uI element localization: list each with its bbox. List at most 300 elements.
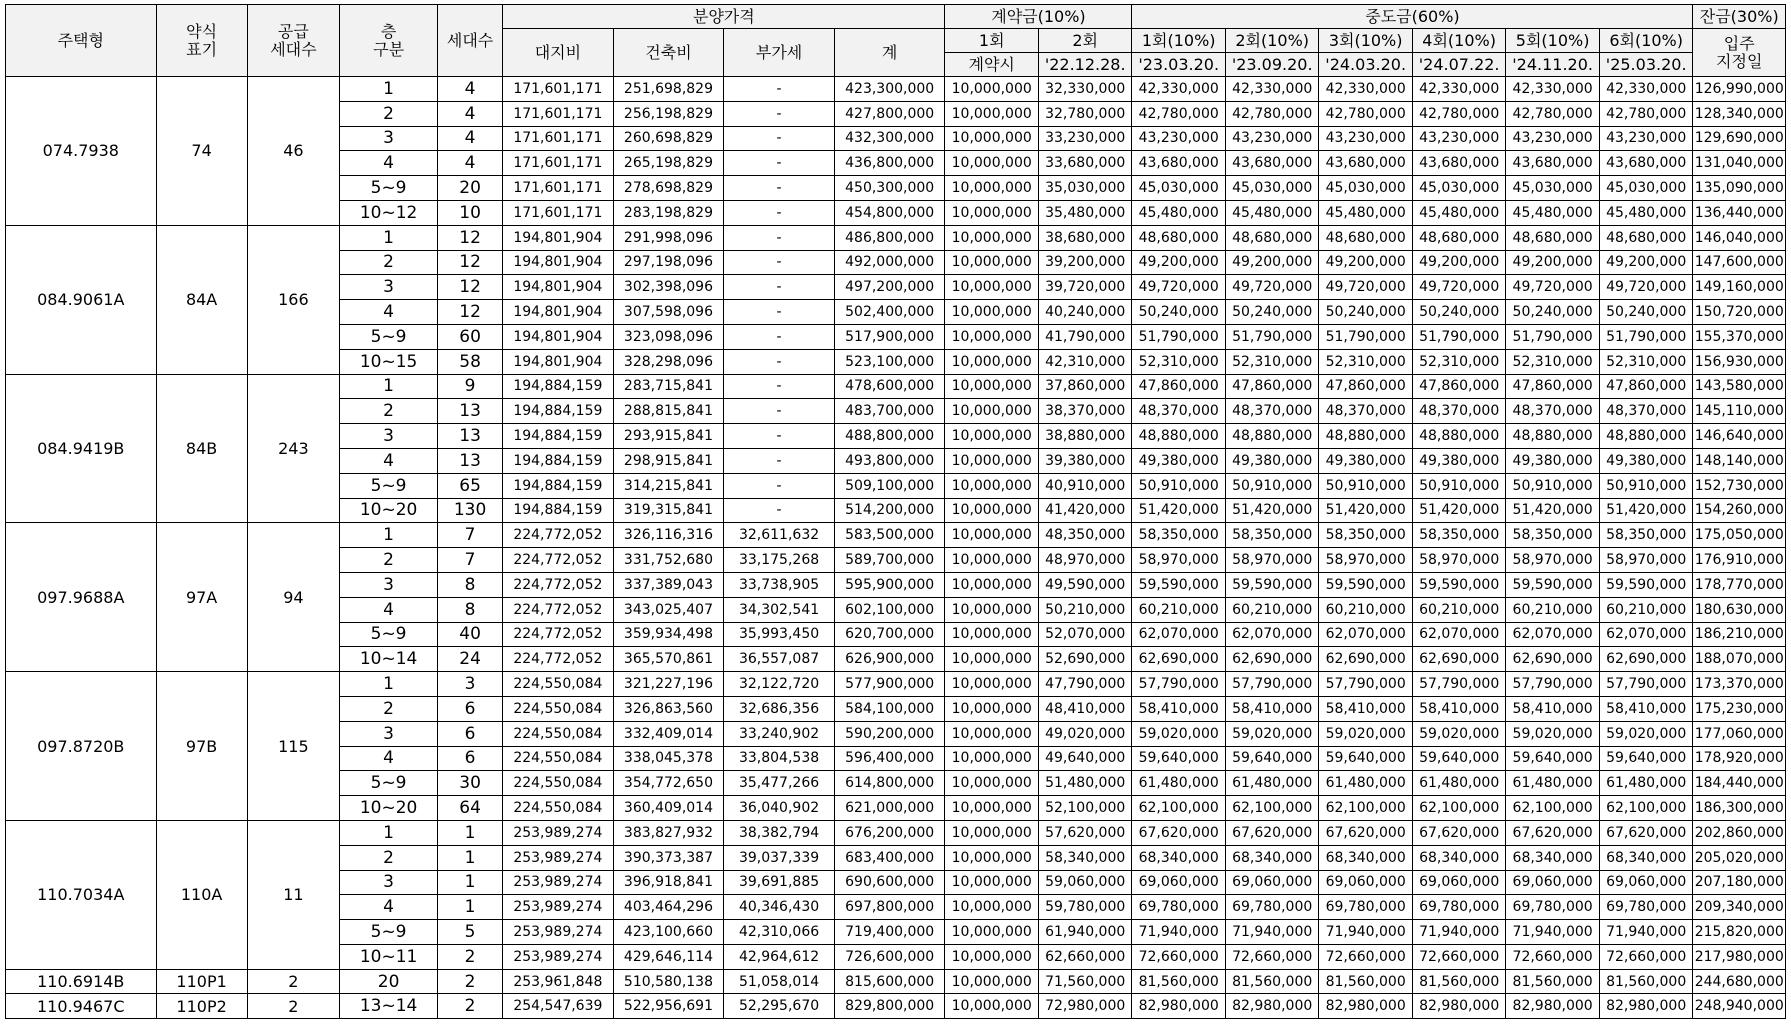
cell-interim-2: 69,060,000: [1225, 870, 1318, 895]
cell-households: 64: [438, 796, 503, 821]
cell-total: 602,100,000: [834, 597, 945, 622]
cell-deposit-2: 35,030,000: [1038, 176, 1132, 201]
cell-building: 365,570,861: [613, 647, 724, 672]
cell-households: 58: [438, 349, 503, 374]
cell-interim-2: 43,680,000: [1225, 151, 1318, 176]
cell-interim-4: 59,640,000: [1412, 746, 1505, 771]
cell-balance: 152,730,000: [1693, 473, 1786, 498]
cell-land: 224,772,052: [503, 523, 614, 548]
cell-interim-4: 67,620,000: [1412, 820, 1505, 845]
cell-interim-1: 62,100,000: [1132, 796, 1225, 821]
cell-interim-1: 48,880,000: [1132, 424, 1225, 449]
cell-deposit-1: 10,000,000: [945, 275, 1038, 300]
table-row: [6, 374, 1786, 399]
cell-interim-1: 59,020,000: [1132, 721, 1225, 746]
cell-building: 256,198,829: [613, 101, 724, 126]
cell-vat: -: [724, 176, 835, 201]
cell-land: 194,884,159: [503, 374, 614, 399]
cell-vat: 42,964,612: [724, 944, 835, 969]
cell-balance: 217,980,000: [1693, 944, 1786, 969]
table-header: [6, 5, 1786, 77]
header-interim-5-date: '24.11.20.: [1506, 53, 1599, 77]
cell-land: 253,989,274: [503, 820, 614, 845]
cell-total: 829,800,000: [834, 994, 945, 1019]
cell-floor: 2: [340, 101, 438, 126]
cell-interim-5: 60,210,000: [1506, 597, 1599, 622]
cell-interim-6: 49,380,000: [1599, 448, 1693, 473]
cell-interim-3: 69,060,000: [1319, 870, 1412, 895]
cell-floor: 3: [340, 870, 438, 895]
header-interim-2: 2회(10%): [1225, 29, 1318, 53]
cell-interim-3: 59,590,000: [1319, 572, 1412, 597]
cell-vat: 33,738,905: [724, 572, 835, 597]
cell-interim-6: 43,680,000: [1599, 151, 1693, 176]
cell-households: 1: [438, 820, 503, 845]
cell-land: 194,801,904: [503, 349, 614, 374]
cell-households: 12: [438, 225, 503, 250]
cell-total: 502,400,000: [834, 300, 945, 325]
cell-building: 360,409,014: [613, 796, 724, 821]
cell-interim-2: 42,780,000: [1225, 101, 1318, 126]
cell-total: 509,100,000: [834, 473, 945, 498]
cell-land: 194,884,159: [503, 448, 614, 473]
price-table: [5, 4, 1786, 1019]
cell-supply: 166: [247, 225, 339, 374]
cell-deposit-2: 41,420,000: [1038, 498, 1132, 523]
cell-interim-6: 58,970,000: [1599, 548, 1693, 573]
cell-interim-2: 69,780,000: [1225, 895, 1318, 920]
cell-balance: 178,920,000: [1693, 746, 1786, 771]
cell-interim-2: 48,370,000: [1225, 399, 1318, 424]
cell-balance: 136,440,000: [1693, 200, 1786, 225]
cell-interim-5: 59,020,000: [1506, 721, 1599, 746]
cell-interim-3: 57,790,000: [1319, 672, 1412, 697]
cell-interim-5: 50,910,000: [1506, 473, 1599, 498]
cell-land: 224,772,052: [503, 622, 614, 647]
cell-interim-5: 71,940,000: [1506, 920, 1599, 945]
cell-type: 097.9688A: [6, 523, 157, 672]
cell-balance: 146,040,000: [1693, 225, 1786, 250]
cell-deposit-1: 10,000,000: [945, 250, 1038, 275]
cell-interim-3: 43,230,000: [1319, 126, 1412, 151]
cell-total: 614,800,000: [834, 771, 945, 796]
cell-deposit-2: 59,060,000: [1038, 870, 1132, 895]
cell-interim-5: 62,100,000: [1506, 796, 1599, 821]
cell-deposit-1: 10,000,000: [945, 672, 1038, 697]
cell-interim-3: 72,660,000: [1319, 944, 1412, 969]
cell-households: 12: [438, 250, 503, 275]
cell-interim-6: 61,480,000: [1599, 771, 1693, 796]
cell-land: 224,772,052: [503, 572, 614, 597]
cell-interim-6: 50,240,000: [1599, 300, 1693, 325]
cell-building: 314,215,841: [613, 473, 724, 498]
cell-interim-2: 51,420,000: [1225, 498, 1318, 523]
cell-deposit-2: 47,790,000: [1038, 672, 1132, 697]
cell-deposit-1: 10,000,000: [945, 572, 1038, 597]
table-row: [6, 672, 1786, 697]
cell-vat: 36,040,902: [724, 796, 835, 821]
cell-balance: 154,260,000: [1693, 498, 1786, 523]
cell-land: 171,601,171: [503, 101, 614, 126]
cell-deposit-1: 10,000,000: [945, 920, 1038, 945]
cell-floor: 3: [340, 126, 438, 151]
cell-interim-4: 51,790,000: [1412, 324, 1505, 349]
cell-vat: 42,310,066: [724, 920, 835, 945]
cell-building: 522,956,691: [613, 994, 724, 1019]
header-interim-3-date: '24.03.20.: [1319, 53, 1412, 77]
cell-interim-2: 58,410,000: [1225, 696, 1318, 721]
cell-type: 110.6914B: [6, 969, 157, 994]
cell-interim-2: 62,690,000: [1225, 647, 1318, 672]
cell-building: 283,715,841: [613, 374, 724, 399]
cell-land: 224,550,084: [503, 771, 614, 796]
cell-deposit-2: 42,310,000: [1038, 349, 1132, 374]
cell-balance: 180,630,000: [1693, 597, 1786, 622]
cell-interim-5: 59,590,000: [1506, 572, 1599, 597]
cell-interim-6: 49,720,000: [1599, 275, 1693, 300]
header-interim-1-date: '23.03.20.: [1132, 53, 1225, 77]
cell-interim-2: 45,480,000: [1225, 200, 1318, 225]
cell-interim-5: 45,030,000: [1506, 176, 1599, 201]
cell-deposit-1: 10,000,000: [945, 870, 1038, 895]
cell-households: 1: [438, 895, 503, 920]
cell-total: 584,100,000: [834, 696, 945, 721]
cell-building: 326,863,560: [613, 696, 724, 721]
cell-interim-6: 42,330,000: [1599, 77, 1693, 102]
cell-supply: 115: [247, 672, 339, 821]
cell-type: 110.9467C: [6, 994, 157, 1019]
cell-interim-3: 62,690,000: [1319, 647, 1412, 672]
cell-deposit-1: 10,000,000: [945, 176, 1038, 201]
cell-interim-2: 49,380,000: [1225, 448, 1318, 473]
cell-deposit-1: 10,000,000: [945, 101, 1038, 126]
cell-interim-1: 49,200,000: [1132, 250, 1225, 275]
cell-floor: 13~14: [340, 994, 438, 1019]
cell-balance: 244,680,000: [1693, 969, 1786, 994]
cell-interim-5: 57,790,000: [1506, 672, 1599, 697]
cell-households: 2: [438, 994, 503, 1019]
cell-interim-4: 60,210,000: [1412, 597, 1505, 622]
cell-households: 4: [438, 77, 503, 102]
cell-interim-4: 61,480,000: [1412, 771, 1505, 796]
cell-land: 253,989,274: [503, 920, 614, 945]
header-interim-4: 4회(10%): [1412, 29, 1505, 53]
cell-deposit-2: 49,020,000: [1038, 721, 1132, 746]
cell-interim-4: 50,240,000: [1412, 300, 1505, 325]
cell-balance: 209,340,000: [1693, 895, 1786, 920]
cell-deposit-1: 10,000,000: [945, 473, 1038, 498]
cell-balance: 175,050,000: [1693, 523, 1786, 548]
cell-deposit-2: 58,340,000: [1038, 845, 1132, 870]
cell-households: 3: [438, 672, 503, 697]
cell-total: 626,900,000: [834, 647, 945, 672]
cell-land: 224,550,084: [503, 721, 614, 746]
cell-deposit-1: 10,000,000: [945, 696, 1038, 721]
cell-building: 298,915,841: [613, 448, 724, 473]
cell-land: 224,772,052: [503, 647, 614, 672]
cell-total: 719,400,000: [834, 920, 945, 945]
cell-building: 278,698,829: [613, 176, 724, 201]
cell-land: 254,547,639: [503, 994, 614, 1019]
cell-interim-3: 49,200,000: [1319, 250, 1412, 275]
cell-interim-2: 45,030,000: [1225, 176, 1318, 201]
cell-total: 589,700,000: [834, 548, 945, 573]
cell-deposit-2: 37,860,000: [1038, 374, 1132, 399]
cell-type: 110.7034A: [6, 820, 157, 969]
cell-interim-2: 48,880,000: [1225, 424, 1318, 449]
cell-interim-3: 45,480,000: [1319, 200, 1412, 225]
cell-interim-5: 50,240,000: [1506, 300, 1599, 325]
cell-floor: 5~9: [340, 920, 438, 945]
cell-building: 321,227,196: [613, 672, 724, 697]
cell-balance: 205,020,000: [1693, 845, 1786, 870]
cell-supply: 2: [247, 969, 339, 994]
cell-vat: -: [724, 101, 835, 126]
cell-balance: 186,210,000: [1693, 622, 1786, 647]
cell-total: 697,800,000: [834, 895, 945, 920]
cell-building: 403,464,296: [613, 895, 724, 920]
cell-building: 396,918,841: [613, 870, 724, 895]
cell-interim-2: 49,720,000: [1225, 275, 1318, 300]
cell-interim-6: 68,340,000: [1599, 845, 1693, 870]
cell-interim-4: 43,680,000: [1412, 151, 1505, 176]
cell-balance: 150,720,000: [1693, 300, 1786, 325]
cell-floor: 2: [340, 548, 438, 573]
cell-floor: 4: [340, 746, 438, 771]
cell-interim-6: 52,310,000: [1599, 349, 1693, 374]
cell-deposit-1: 10,000,000: [945, 944, 1038, 969]
cell-supply: 94: [247, 523, 339, 672]
cell-deposit-2: 33,680,000: [1038, 151, 1132, 176]
cell-building: 319,315,841: [613, 498, 724, 523]
cell-interim-4: 62,100,000: [1412, 796, 1505, 821]
cell-interim-6: 48,880,000: [1599, 424, 1693, 449]
cell-interim-1: 62,690,000: [1132, 647, 1225, 672]
cell-deposit-1: 10,000,000: [945, 448, 1038, 473]
cell-interim-1: 81,560,000: [1132, 969, 1225, 994]
cell-deposit-1: 10,000,000: [945, 225, 1038, 250]
cell-interim-3: 48,880,000: [1319, 424, 1412, 449]
cell-interim-5: 52,310,000: [1506, 349, 1599, 374]
cell-interim-6: 67,620,000: [1599, 820, 1693, 845]
cell-interim-1: 42,330,000: [1132, 77, 1225, 102]
header-households: 세대수: [438, 5, 503, 77]
cell-building: 354,772,650: [613, 771, 724, 796]
cell-interim-4: 45,480,000: [1412, 200, 1505, 225]
cell-land: 224,550,084: [503, 696, 614, 721]
cell-households: 4: [438, 101, 503, 126]
cell-vat: -: [724, 275, 835, 300]
cell-building: 288,815,841: [613, 399, 724, 424]
cell-deposit-2: 59,780,000: [1038, 895, 1132, 920]
cell-vat: -: [724, 151, 835, 176]
cell-supply: 2: [247, 994, 339, 1019]
cell-interim-4: 71,940,000: [1412, 920, 1505, 945]
cell-interim-3: 71,940,000: [1319, 920, 1412, 945]
cell-interim-5: 69,060,000: [1506, 870, 1599, 895]
header-deposit-2: 2회: [1038, 29, 1132, 53]
cell-interim-3: 45,030,000: [1319, 176, 1412, 201]
cell-vat: 38,382,794: [724, 820, 835, 845]
cell-interim-2: 61,480,000: [1225, 771, 1318, 796]
cell-balance: 131,040,000: [1693, 151, 1786, 176]
cell-deposit-2: 48,970,000: [1038, 548, 1132, 573]
cell-land: 194,884,159: [503, 473, 614, 498]
cell-balance: 207,180,000: [1693, 870, 1786, 895]
cell-interim-6: 62,690,000: [1599, 647, 1693, 672]
cell-interim-1: 58,410,000: [1132, 696, 1225, 721]
cell-land: 194,884,159: [503, 498, 614, 523]
cell-interim-6: 48,370,000: [1599, 399, 1693, 424]
cell-deposit-2: 62,660,000: [1038, 944, 1132, 969]
cell-interim-6: 51,420,000: [1599, 498, 1693, 523]
cell-total: 436,800,000: [834, 151, 945, 176]
cell-balance: 202,860,000: [1693, 820, 1786, 845]
cell-building: 423,100,660: [613, 920, 724, 945]
cell-balance: 129,690,000: [1693, 126, 1786, 151]
cell-supply: 11: [247, 820, 339, 969]
table-row: [6, 77, 1786, 102]
cell-balance: 176,910,000: [1693, 548, 1786, 573]
cell-interim-1: 61,480,000: [1132, 771, 1225, 796]
cell-deposit-1: 10,000,000: [945, 151, 1038, 176]
cell-floor: 2: [340, 696, 438, 721]
cell-deposit-1: 10,000,000: [945, 721, 1038, 746]
cell-interim-2: 57,790,000: [1225, 672, 1318, 697]
cell-interim-1: 49,720,000: [1132, 275, 1225, 300]
cell-abbr: 84B: [156, 374, 247, 523]
cell-interim-3: 62,070,000: [1319, 622, 1412, 647]
cell-land: 224,550,084: [503, 796, 614, 821]
header-sale-price: 분양가격: [503, 5, 945, 29]
cell-vat: 35,993,450: [724, 622, 835, 647]
table-row: [6, 969, 1786, 994]
cell-interim-3: 61,480,000: [1319, 771, 1412, 796]
cell-vat: -: [724, 473, 835, 498]
header-land: 대지비: [503, 29, 614, 77]
cell-interim-1: 62,070,000: [1132, 622, 1225, 647]
cell-interim-3: 43,680,000: [1319, 151, 1412, 176]
cell-interim-2: 58,350,000: [1225, 523, 1318, 548]
cell-floor: 20: [340, 969, 438, 994]
header-deposit-2-date: '22.12.28.: [1038, 53, 1132, 77]
cell-interim-1: 67,620,000: [1132, 820, 1225, 845]
cell-interim-2: 71,940,000: [1225, 920, 1318, 945]
cell-deposit-1: 10,000,000: [945, 771, 1038, 796]
cell-deposit-1: 10,000,000: [945, 796, 1038, 821]
cell-land: 171,601,171: [503, 200, 614, 225]
cell-floor: 4: [340, 151, 438, 176]
cell-interim-1: 50,240,000: [1132, 300, 1225, 325]
cell-interim-4: 42,330,000: [1412, 77, 1505, 102]
cell-households: 5: [438, 920, 503, 945]
table-body: [6, 77, 1786, 1019]
cell-deposit-2: 40,910,000: [1038, 473, 1132, 498]
cell-households: 13: [438, 399, 503, 424]
cell-deposit-1: 10,000,000: [945, 200, 1038, 225]
cell-interim-6: 45,480,000: [1599, 200, 1693, 225]
cell-building: 307,598,096: [613, 300, 724, 325]
cell-deposit-1: 10,000,000: [945, 324, 1038, 349]
cell-interim-2: 50,910,000: [1225, 473, 1318, 498]
cell-total: 497,200,000: [834, 275, 945, 300]
cell-floor: 1: [340, 77, 438, 102]
cell-interim-2: 81,560,000: [1225, 969, 1318, 994]
cell-households: 60: [438, 324, 503, 349]
header-interim-6-date: '25.03.20.: [1599, 53, 1693, 77]
cell-balance: 178,770,000: [1693, 572, 1786, 597]
cell-interim-2: 51,790,000: [1225, 324, 1318, 349]
cell-vat: -: [724, 349, 835, 374]
cell-land: 253,989,274: [503, 895, 614, 920]
cell-balance: 149,160,000: [1693, 275, 1786, 300]
cell-interim-5: 62,690,000: [1506, 647, 1599, 672]
cell-households: 9: [438, 374, 503, 399]
cell-deposit-2: 38,680,000: [1038, 225, 1132, 250]
cell-interim-2: 58,970,000: [1225, 548, 1318, 573]
header-balance-sub: 입주 지정일: [1693, 29, 1786, 77]
cell-total: 488,800,000: [834, 424, 945, 449]
cell-total: 486,800,000: [834, 225, 945, 250]
cell-balance: 128,340,000: [1693, 101, 1786, 126]
cell-interim-6: 72,660,000: [1599, 944, 1693, 969]
cell-interim-6: 42,780,000: [1599, 101, 1693, 126]
cell-total: 523,100,000: [834, 349, 945, 374]
cell-interim-3: 62,100,000: [1319, 796, 1412, 821]
cell-vat: 35,477,266: [724, 771, 835, 796]
cell-balance: 175,230,000: [1693, 696, 1786, 721]
cell-land: 171,601,171: [503, 77, 614, 102]
cell-interim-5: 61,480,000: [1506, 771, 1599, 796]
cell-interim-3: 67,620,000: [1319, 820, 1412, 845]
cell-interim-4: 81,560,000: [1412, 969, 1505, 994]
cell-total: 450,300,000: [834, 176, 945, 201]
cell-type: 084.9419B: [6, 374, 157, 523]
cell-interim-3: 48,370,000: [1319, 399, 1412, 424]
cell-interim-2: 50,240,000: [1225, 300, 1318, 325]
cell-interim-1: 50,910,000: [1132, 473, 1225, 498]
cell-interim-4: 43,230,000: [1412, 126, 1505, 151]
cell-land: 253,989,274: [503, 870, 614, 895]
cell-interim-5: 68,340,000: [1506, 845, 1599, 870]
cell-land: 224,772,052: [503, 548, 614, 573]
cell-interim-4: 58,350,000: [1412, 523, 1505, 548]
cell-building: 293,915,841: [613, 424, 724, 449]
cell-vat: 32,611,632: [724, 523, 835, 548]
cell-balance: 146,640,000: [1693, 424, 1786, 449]
cell-households: 8: [438, 572, 503, 597]
cell-interim-1: 51,790,000: [1132, 324, 1225, 349]
cell-balance: 148,140,000: [1693, 448, 1786, 473]
header-deposit-1: 1회: [945, 29, 1038, 53]
cell-deposit-2: 49,590,000: [1038, 572, 1132, 597]
cell-interim-1: 43,230,000: [1132, 126, 1225, 151]
cell-interim-6: 62,070,000: [1599, 622, 1693, 647]
cell-abbr: 74: [156, 77, 247, 226]
cell-interim-5: 42,780,000: [1506, 101, 1599, 126]
cell-interim-4: 48,680,000: [1412, 225, 1505, 250]
cell-interim-2: 59,020,000: [1225, 721, 1318, 746]
cell-households: 130: [438, 498, 503, 523]
cell-interim-1: 45,030,000: [1132, 176, 1225, 201]
header-interim-6: 6회(10%): [1599, 29, 1693, 53]
cell-building: 291,998,096: [613, 225, 724, 250]
cell-deposit-2: 39,200,000: [1038, 250, 1132, 275]
cell-vat: 32,122,720: [724, 672, 835, 697]
cell-interim-4: 48,370,000: [1412, 399, 1505, 424]
cell-interim-1: 45,480,000: [1132, 200, 1225, 225]
cell-deposit-1: 10,000,000: [945, 548, 1038, 573]
